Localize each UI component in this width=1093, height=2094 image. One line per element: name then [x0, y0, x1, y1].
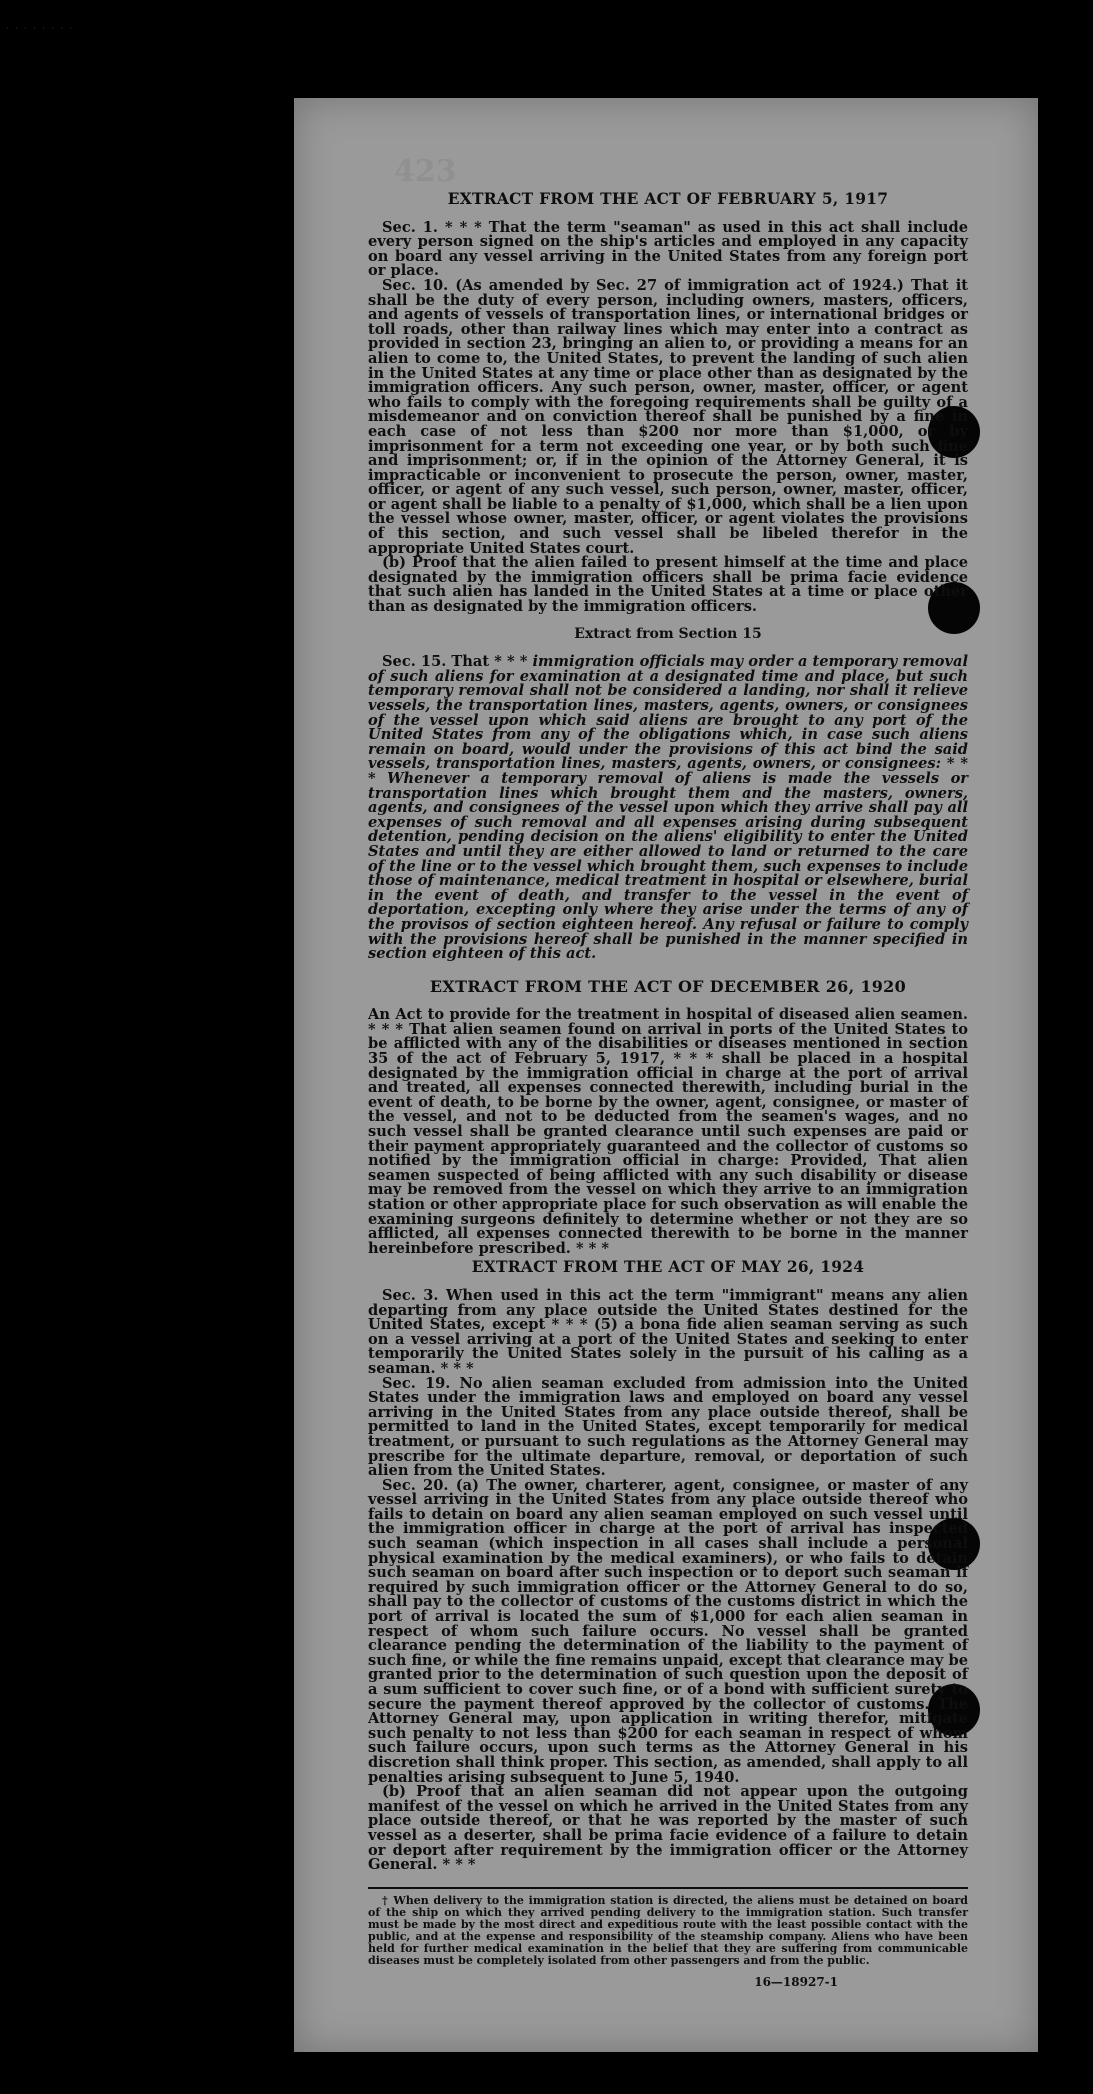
paragraph-act-1920: An Act to provide for the treatment in hospital of diseased alien seamen. * * * That alien seamen found on arrival in ports of the United States to be afflicted with any of the disabilities or diseases mentioned in section 35 of the act of February 5, 1917, * * * shall be placed in a hospital designated by the immigration official in charge at the port of arrival and treated, all expenses connected therewith, including burial in the event of death, to be borne by the owner, agent, consignee, or master of the vessel, and not to be deducted from the seamen's wages, and no such vessel shall be granted clearance until such expenses are paid or their payment appropriately guaranteed and the collector of customs so notified by the immigration official in charge: Provided, That alien seamen suspected of being afflicted with any such disability or disease may be removed from the vessel on which they arrive to an immigration station or other appropriate place for such observation as will enable the examining surgeons definitely to determine whether or not they are so afflicted, all expenses connected therewith to be borne in the manner hereinbefore prescribed. * * *: [368, 1006, 968, 1257]
footnote: [368, 1895, 968, 1967]
paragraph-sec-1: Sec. 1. * * * That the term "seaman" as used in this act shall include every person signed on the ship's articles and employed in any capacity on board any vessel arriving in the United States from any foreign port or place.: [368, 218, 968, 280]
faded-stamp-number: 423: [394, 154, 457, 189]
document-page: [294, 98, 1038, 2052]
heading-act-1924: EXTRACT FROM THE ACT OF MAY 26, 1924: [471, 1258, 865, 1277]
paragraph-sec-20-b: (b) Proof that an alien seaman did not appear upon the outgoing manifest of the vessel on which he arrived in the United States from any place outside thereof, or that he was reported by the master of such vessel as a deserter, shall be prima facie evidence of a failure to detain or deport after requirement by the immigration officer or the Attorney General. * * *: [368, 1783, 968, 1874]
paragraph-sec-10-b: (b) Proof that the alien failed to present himself at the time and place designated by the immigration officers shall be prima facie evidence that such alien has landed in the United States at a time or place other than as designated by the immigration officers.: [368, 554, 968, 616]
paragraph-sec-19: Sec. 19. No alien seaman excluded from admission into the United States under the immigration laws and employed on board any vessel arriving in the United States from any place outside thereof, shall be permitted to land in the United States, except temporarily for medical treatment, or pursuant to such regulations as the Attorney General may prescribe for the ultimate departure, removal, or deportation of such alien from the United States.: [368, 1374, 968, 1480]
heading-act-1920: EXTRACT FROM THE ACT OF DECEMBER 26, 1920: [429, 976, 907, 996]
sec-15-lead: Sec. 15. That * * *: [382, 653, 533, 671]
document-body: [368, 192, 968, 1989]
subheading-section-15: Extract from Section 15: [574, 625, 762, 642]
paragraph-sec-15: [368, 655, 968, 961]
paragraph-sec-20-a: Sec. 20. (a) The owner, charterer, agent, consignee, or master of any vessel arriving in the United States from any place outside thereof who fails to detain on board any alien seaman employed on such vessel until the immigration officer in charge at the port of arrival has inspected such seaman (which inspection in all cases shall include a personal physical examination by the medical examiners), or who fails to detain such seaman on board after such inspection or to deport such seaman if required by such immigration officer or the Attorney General to do so, shall pay to the collector of customs of the customs district in which the port of arrival is located the sum of $1,000 for each alien seaman in respect of whom such failure occurs. No vessel shall be granted clearance pending the determination of the liability to the payment of such fine, or while the fine remains unpaid, except that clearance may be granted prior to the determination of such question upon the deposit of a sum sufficient to cover such fine, or of a bond with sufficient surety to secure the payment thereof approved by the collector of customs. The Attorney General may, upon application in writing therefor, mitigate such penalty to not less than $200 for each seaman in respect of whom such failure occurs, upon such terms as the Attorney General in his discretion shall think proper. This section, as amended, shall apply to all penalties arising subsequent to June 5, 1940.: [368, 1476, 968, 1786]
corner-mark: · · · · · · · ·: [6, 24, 75, 33]
paragraph-sec-10: Sec. 10. (As amended by Sec. 27 of immigration act of 1924.) That it shall be the duty of every person, including owners, masters, officers, and agents of vessels of transportation lines, or international bridges or toll roads, other than railway lines which may enter into a contract as provided in section 23, bringing an alien to, or providing a means for an alien to come to, the United States, to prevent the landing of such alien in the United States at any time or place other than as designated by the immigration officers. Any such person, owner, master, officer, or agent who fails to comply with the foregoing requirements shall be guilty of a misdemeanor and on conviction thereof shall be punished by a fine in each case of not less than $200 nor more than $1,000, or by imprisonment for a term not exceeding one year, or by both such fine and imprisonment; or, if in the opinion of the Attorney General, it is impracticable or inconvenient to prosecute the person, owner, master, officer, or agent of any such vessel, such person, owner, master, officer, or agent shall be liable to a penalty of $1,000, which shall be a lien upon the vessel whose owner, master, officer, or agent violates the provisions of this section, and such vessel shall be libeled therefor in the appropriate United States court.: [368, 276, 968, 557]
heading-act-1917: EXTRACT FROM THE ACT OF FEBRUARY 5, 1917: [447, 190, 889, 208]
sec-15-italic-text: immigration officials may order a temporary removal of such aliens for examination at a designated time and place, but such temporary removal shall not be considered a landing, nor shall it relieve vessels, the transportation lines, masters, agents, owners, or consignees of the vessel upon which said aliens are brought to any port of the United States from any of the obligations which, in case such aliens remain on board, would under the provisions of this act bind the said vessels, transportation lines, masters, agents, owners, or consignees: * * * Whenever a temporary removal of aliens is made the vessels or transportation lines which brought them and the masters, owners, agents, and consignees of the vessel upon which they arrive shall pay all expenses of such removal and all expenses arising during subsequent detention, pending decision on the aliens' eligibility to enter the United States and until they are either allowed to land or returned to the care of the line or to the vessel which brought them, such expenses to include those of maintenance, medical treatment in hospital or elsewhere, burial in the event of death, and transfer to the vessel in the event of deportation, excepting only where they arise under the terms of any of the provisos of section eighteen hereof. Any refusal or failure to comply with the provisions hereof shall be punished in the manner specified in section eighteen of this act.: [368, 653, 969, 963]
footnote-divider: [368, 1887, 968, 1889]
form-number: 16—18927-1: [754, 1974, 838, 1989]
footnote-text: † When delivery to the immigration station is directed, the aliens must be detained on board of the ship on which they arrived pending delivery to the immigration station. Such transfer must be made by the most direct and expeditious route with the least possible contact with the public, and at the expense and responsibility of the steamship company. Aliens who have been held for further medical examination in the belief that they are suffering from communicable diseases must be completely isolated from other passengers and from the public.: [368, 1893, 968, 1967]
paragraph-sec-3: Sec. 3. When used in this act the term "immigrant" means any alien departing from any place outside the United States destined for the United States, except * * * (5) a bona fide alien seaman serving as such on a vessel arriving at a port of the United States and seeking to enter temporarily the United States solely in the pursuit of his calling as a seaman. * * *: [368, 1286, 968, 1377]
